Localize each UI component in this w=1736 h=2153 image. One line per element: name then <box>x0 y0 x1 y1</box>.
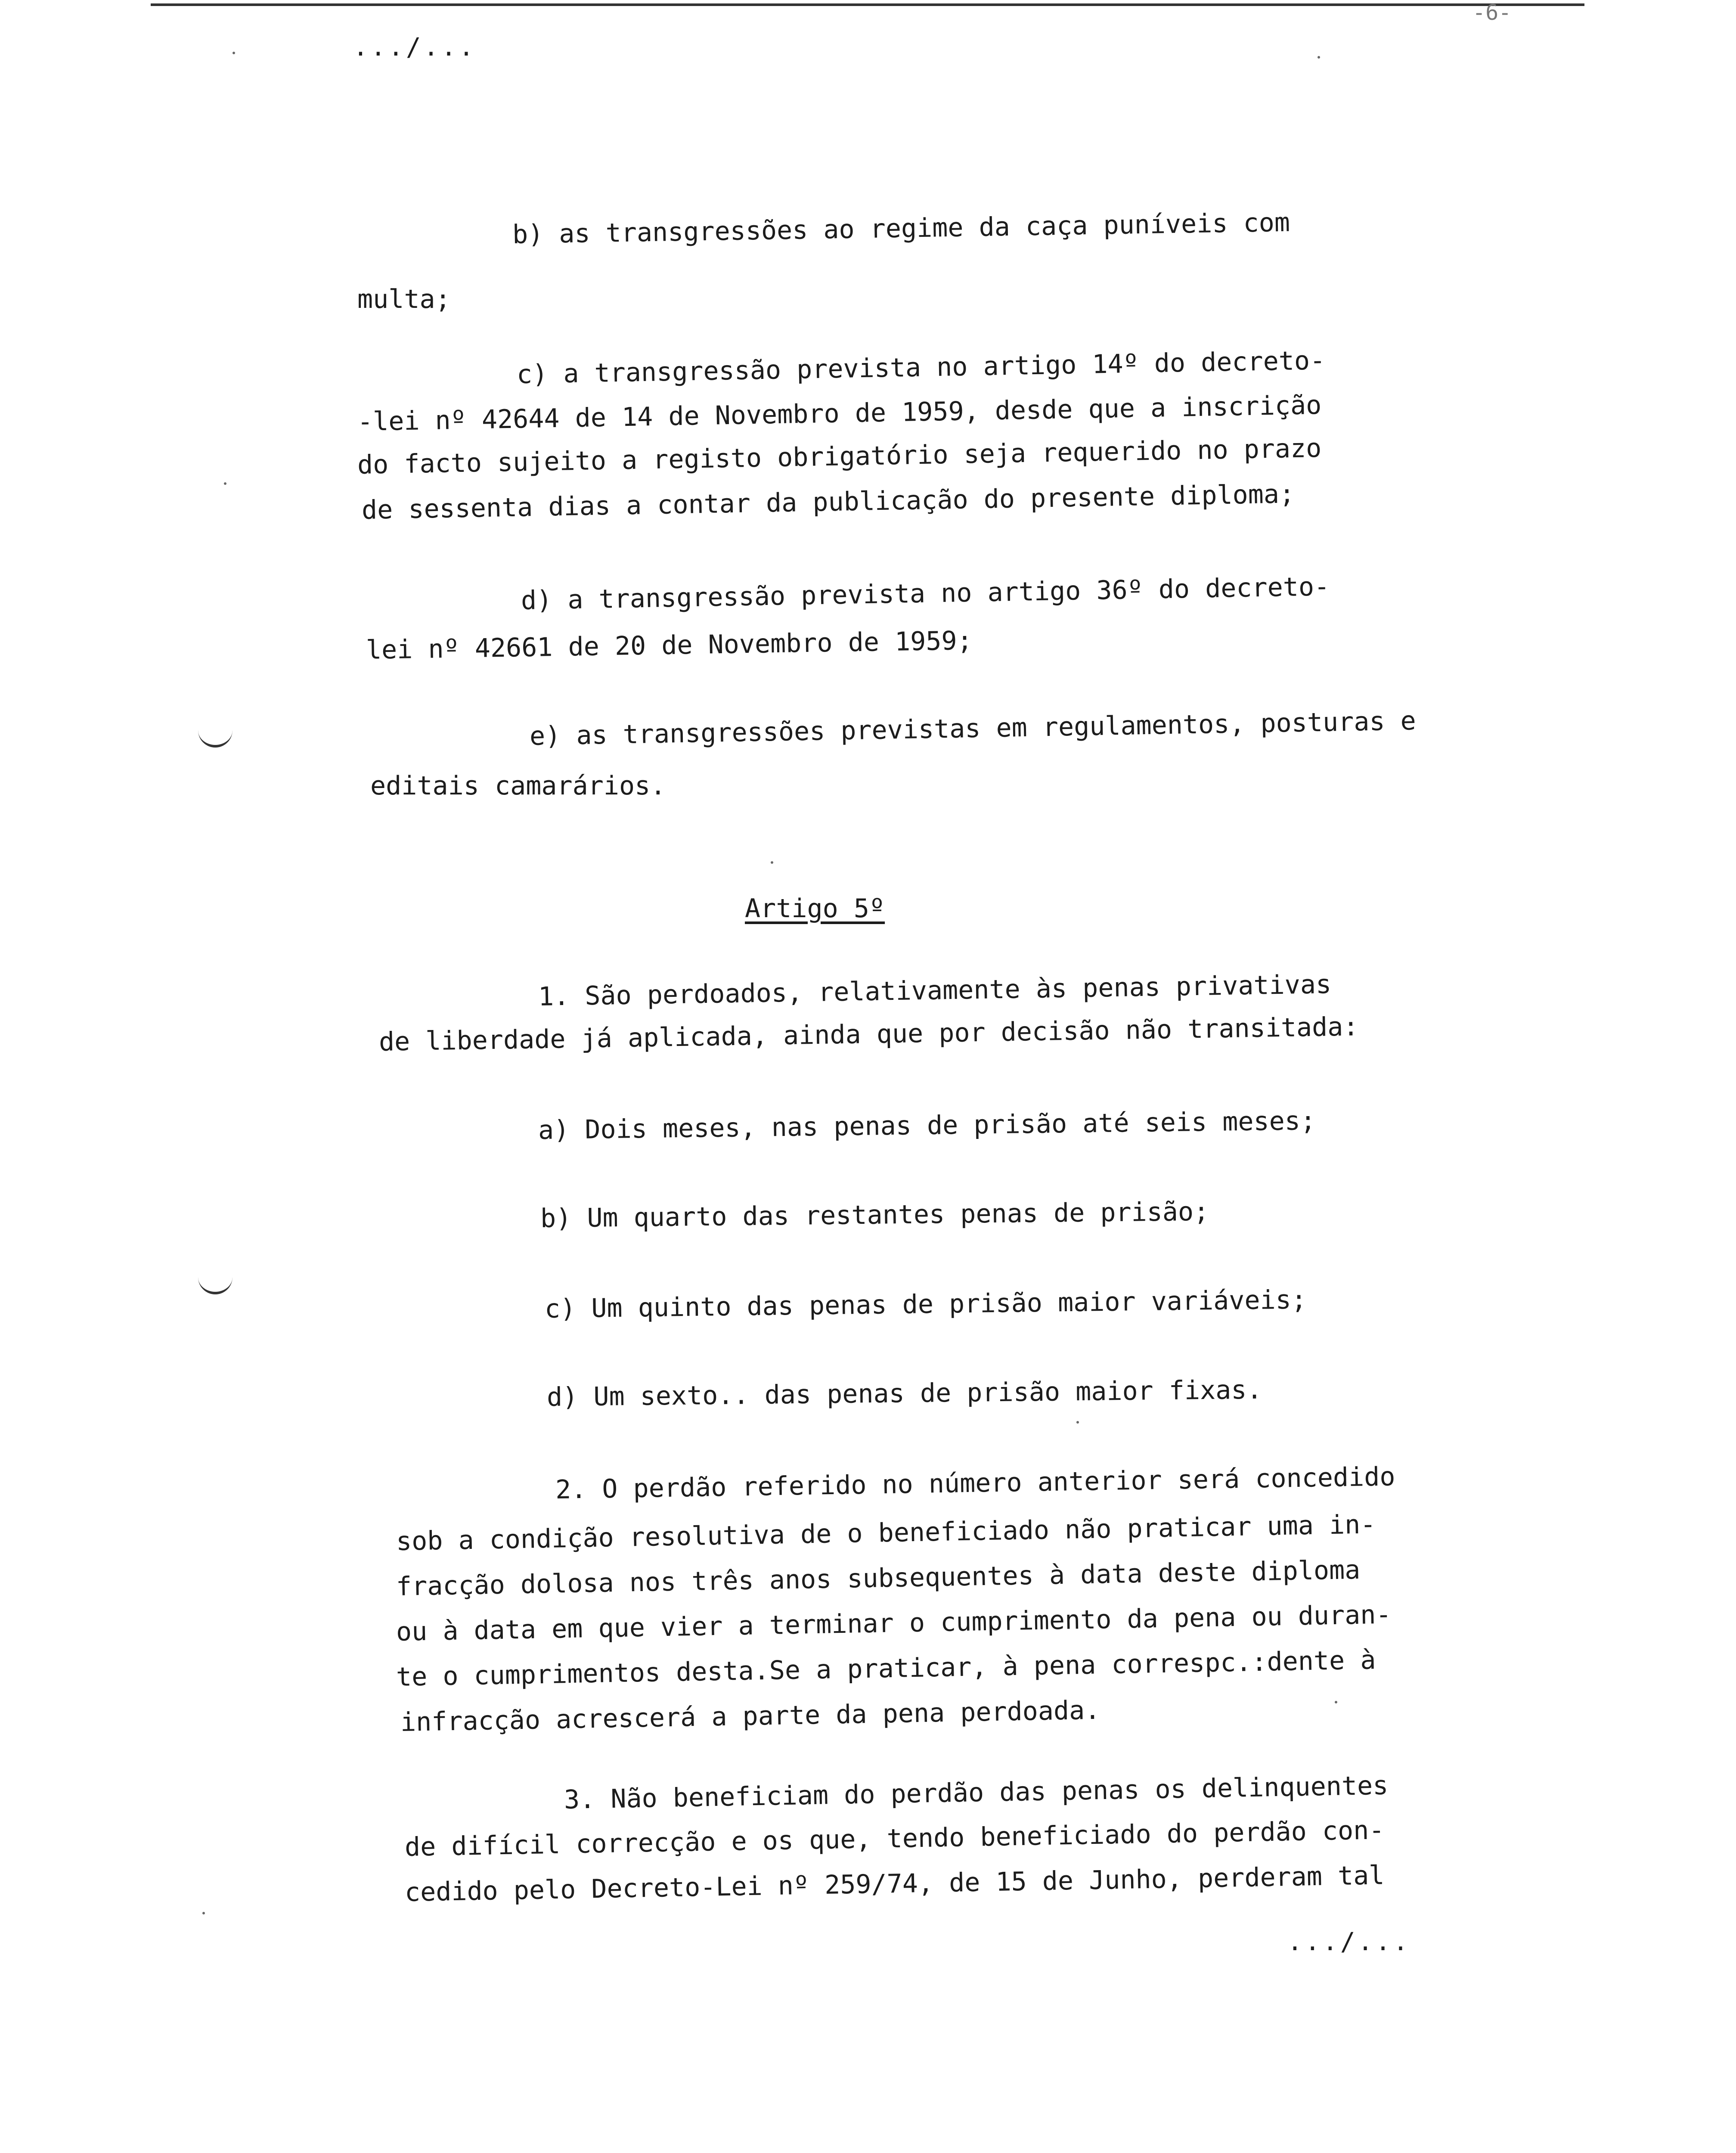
para2-line-6: infracção acrescerá a parte da pena perdoada. <box>400 1695 1100 1737</box>
scan-speck <box>771 861 773 864</box>
continuation-mark-bottom: .../... <box>1287 1927 1411 1956</box>
binding-hole-mark <box>198 728 232 748</box>
item-b-line-2: multa; <box>357 284 451 314</box>
item-d-line-2: lei nº 42661 de 20 de Novembro de 1959; <box>366 625 973 665</box>
binding-hole-mark <box>198 1275 232 1294</box>
para3-line-2: de difícil correcção e os que, tendo beneficiado do perdão con- <box>404 1815 1385 1862</box>
item-c-line-3: do facto sujeito a registo obrigatório seja requerido no prazo <box>357 433 1322 480</box>
top-rule <box>151 3 1584 6</box>
para2-line-4: ou à data em que vier a terminar o cumprimento da pena ou duran- <box>396 1599 1392 1647</box>
item-d-line-1: d) a transgressão prevista no artigo 36º do decreto- <box>521 571 1330 616</box>
continuation-mark-top: .../... <box>353 32 477 62</box>
sub-item-b: b) Um quarto das restantes penas de prisão; <box>540 1196 1209 1234</box>
para2-line-3: fracção dolosa nos três anos subsequentes à data deste diploma <box>396 1554 1361 1602</box>
para1-line-2: de liberdade já aplicada, ainda que por decisão não transitada: <box>378 1011 1359 1057</box>
item-e-line-1: e) as transgressões previstas em regulamentos, posturas e <box>529 706 1417 751</box>
item-c-line-4: de sessenta dias a contar da publicação do presente diploma; <box>361 479 1295 525</box>
article-heading: Artigo 5º <box>745 893 885 924</box>
para1-line-1: 1. São perdoados, relativamente às penas privativas <box>538 969 1332 1012</box>
para3-line-1: 3. Não beneficiam do perdão das penas os delinquentes <box>564 1770 1389 1815</box>
item-b-line-1: b) as transgressões ao regime da caça puníveis com <box>512 207 1290 250</box>
para2-line-1: 2. O perdão referido no número anterior será concedido <box>555 1461 1395 1505</box>
scan-speck <box>1318 56 1320 59</box>
sub-item-a: a) Dois meses, nas penas de prisão até seis meses; <box>538 1105 1316 1145</box>
item-c-line-1: c) a transgressão prevista no artigo 14º do decreto- <box>516 345 1326 390</box>
page-number: -6- <box>1472 0 1512 25</box>
scan-speck <box>1076 1421 1079 1424</box>
scan-speck <box>224 482 226 485</box>
item-c-line-2: -lei nº 42644 de 14 de Novembro de 1959, desde que a inscrição <box>357 390 1322 437</box>
para3-line-3: cedido pelo Decreto-Lei nº 259/74, de 15 de Junho, perderam tal <box>404 1860 1385 1908</box>
sub-item-c: c) Um quinto das penas de prisão maior variáveis; <box>544 1284 1307 1324</box>
para2-line-2: sob a condição resolutiva de o beneficiado não praticar uma in- <box>396 1509 1376 1557</box>
scan-speck <box>232 52 235 54</box>
sub-item-d: d) Um sexto.. das penas de prisão maior fixas. <box>546 1374 1262 1412</box>
scan-speck <box>1335 1701 1337 1703</box>
para2-line-5: te o cumprimentos desta.Se a praticar, à pena correspc.:dente à <box>396 1645 1376 1692</box>
scan-speck <box>202 1912 205 1914</box>
item-e-line-2: editais camarários. <box>370 771 666 801</box>
